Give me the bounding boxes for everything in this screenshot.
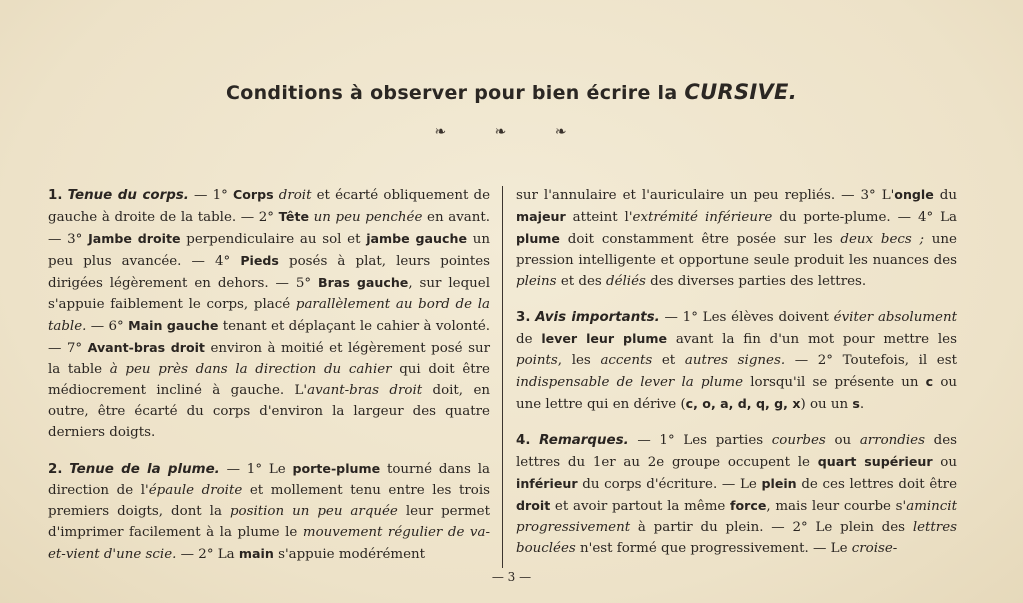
text-run: un peu penchée — [313, 210, 423, 225]
section-tenue-du-corps — [48, 184, 490, 443]
text-run: pleins — [516, 274, 557, 289]
text-run: éviter absolument — [833, 310, 957, 325]
text-run: droit — [278, 188, 312, 203]
text-run: n'est formé que progressivement. — Le — [575, 541, 852, 556]
text-run: s — [852, 396, 860, 411]
text-run: Conditions à observer pour bien écrire la — [226, 82, 678, 104]
text-run: du porte-plume. — 4° La — [772, 210, 958, 225]
text-run: amincit progressivement — [516, 499, 957, 535]
text-run: ou une lettre qui en dérive ( — [516, 375, 958, 412]
text-run: et écarté obliquement de gauche à droite de la table. — 2° — [48, 188, 490, 225]
text-run: de — [516, 332, 542, 347]
text-run: courbes — [771, 433, 826, 448]
text-run: accents — [600, 353, 653, 368]
text-run: avant la fin d'un mot pour mettre les — [667, 332, 957, 347]
text-run: — 2° La — [176, 547, 239, 562]
text-run: des diverses parties des lettres. — [645, 274, 867, 289]
text-run: force — [730, 498, 767, 513]
text-run: Bras gauche — [318, 275, 409, 290]
text-run: doit, en outre, être écarté du corps d'environ la largeur des quatre derniers doigts. — [48, 383, 490, 440]
text-run: , mais leur courbe s' — [766, 499, 907, 514]
text-run: à peu près dans la direction du cahier — [109, 362, 392, 377]
title-cursive-word: CURSIVE. — [684, 80, 797, 104]
text-run: ou — [932, 455, 957, 470]
text-run: et mollement tenu entre les trois premiers doigts, dont la — [48, 483, 490, 519]
text-run: Corps — [232, 187, 274, 202]
text-run: lorsqu'il se présente un — [743, 375, 926, 390]
text-run: autres signes. — [684, 353, 786, 368]
text-run: extrémité inférieure — [632, 210, 773, 225]
text-run: tenant et déplaçant le cahier à volonté. — 7° — [48, 319, 491, 356]
text-run: ) ou un — [800, 397, 853, 412]
text-run: deux becs ; — [840, 232, 925, 247]
text-run: porte-plume — [292, 461, 381, 476]
text-run: c, o, a, d, q, g, x — [685, 396, 801, 411]
text-run: déliés — [606, 274, 646, 289]
section-continuation — [516, 184, 957, 292]
text-run: quart supérieur — [817, 454, 933, 469]
section-heading: Avis importants. — [535, 310, 660, 325]
column-divider — [502, 186, 503, 568]
left-column — [48, 184, 490, 580]
text-run: points — [516, 353, 558, 368]
text-run: des lettres du 1er au 2e groupe occupent le — [516, 433, 958, 470]
text-run: qui doit être médiocrement incliné à gauche. L' — [48, 362, 490, 398]
text-run: mouvement régulier de va-et-vient d'une scie. — [48, 525, 490, 562]
text-run: de ces lettres doit être — [796, 477, 957, 492]
text-run: . — [859, 397, 865, 412]
text-run: plein — [761, 476, 797, 491]
text-run: sur l'annulaire et l'auriculaire un peu repliés. — 3° L' — [516, 188, 895, 203]
text-run: avant-bras droit — [307, 383, 423, 398]
text-run: ou — [825, 433, 860, 448]
text-run: — 1° — [188, 188, 233, 203]
text-run: — 2° Toutefois, il est — [785, 353, 957, 368]
text-run: Pieds — [240, 253, 279, 268]
text-run: plume — [516, 231, 560, 246]
section-heading: Tenue de la plume. — [69, 462, 220, 477]
text-run: droit — [516, 498, 551, 513]
text-run: c — [925, 374, 934, 389]
text-run: 2. — [48, 462, 63, 477]
text-run: arrondies — [859, 433, 925, 448]
text-run: et — [652, 353, 685, 368]
page-number: — 3 — — [491, 570, 532, 584]
text-run: posés à plat, leurs pointes dirigées légèrement en dehors. — 5° — [48, 254, 490, 291]
text-run: environ à moitié et légèrement posé sur la table — [48, 341, 490, 377]
text-run: un peu plus avancée. — 4° — [48, 232, 490, 269]
text-run: inférieur — [516, 476, 578, 491]
text-run: lever leur plume — [541, 331, 668, 346]
text-run: 3. — [516, 310, 531, 325]
section-avis-importants — [516, 307, 957, 415]
text-run: croise- — [851, 541, 898, 556]
text-run: leur permet d'imprimer facilement à la plume le — [48, 504, 490, 540]
text-run: main — [238, 546, 274, 561]
text-run: Tête — [278, 209, 310, 224]
section-heading: Remarques. — [539, 433, 629, 448]
right-column — [516, 184, 957, 574]
text-run: Jambe droite — [88, 231, 181, 246]
text-run: tourné dans la direction de l' — [48, 462, 490, 498]
text-run: parallèlement au bord de la table. — [48, 297, 490, 334]
text-run: atteint l' — [565, 210, 633, 225]
text-run: épaule droite — [148, 483, 243, 498]
text-run: , sur lequel s'appuie faiblement le corps, placé — [48, 276, 490, 312]
text-run: du — [933, 188, 958, 203]
text-run: — 1° Les parties — [628, 433, 772, 448]
text-run: lettres bouclées — [516, 520, 957, 556]
text-run: position un peu arquée — [229, 504, 398, 519]
text-run: en avant. — 3° — [48, 210, 491, 247]
text-run: perpendiculaire au sol et — [180, 232, 367, 247]
section-remarques — [516, 430, 957, 559]
text-run: à partir du plein. — 2° Le plein des — [630, 520, 913, 535]
text-run: jambe gauche — [366, 231, 467, 246]
ornament-flourish: ❧ ❧ ❧ — [434, 124, 589, 140]
text-run: doit constamment être posée sur les — [559, 232, 841, 247]
text-run: Avant-bras droit — [87, 340, 205, 355]
text-run: 4. — [516, 433, 531, 448]
text-run: Main gauche — [128, 318, 219, 333]
text-run: ongle — [894, 187, 934, 202]
text-run: 1. — [48, 188, 63, 203]
text-run: s'appuie modérément — [273, 547, 426, 562]
text-run: — 1° Les élèves doivent — [659, 310, 834, 325]
text-run: — 1° Le — [219, 462, 293, 477]
section-heading: Tenue du corps. — [67, 188, 189, 203]
text-run: majeur — [516, 209, 566, 224]
text-run: et avoir partout la même — [550, 499, 731, 514]
text-run: une pression intelligente et opportune seule produit les nuances des — [516, 232, 957, 268]
text-run: — 6° — [86, 319, 129, 334]
section-tenue-de-la-plume — [48, 458, 490, 565]
text-run: et des — [556, 274, 607, 289]
text-run: du corps d'écriture. — Le — [577, 477, 762, 492]
text-run: , les — [557, 353, 601, 368]
text-run: indispensable de lever la plume — [516, 375, 744, 390]
page-title — [0, 80, 1023, 104]
